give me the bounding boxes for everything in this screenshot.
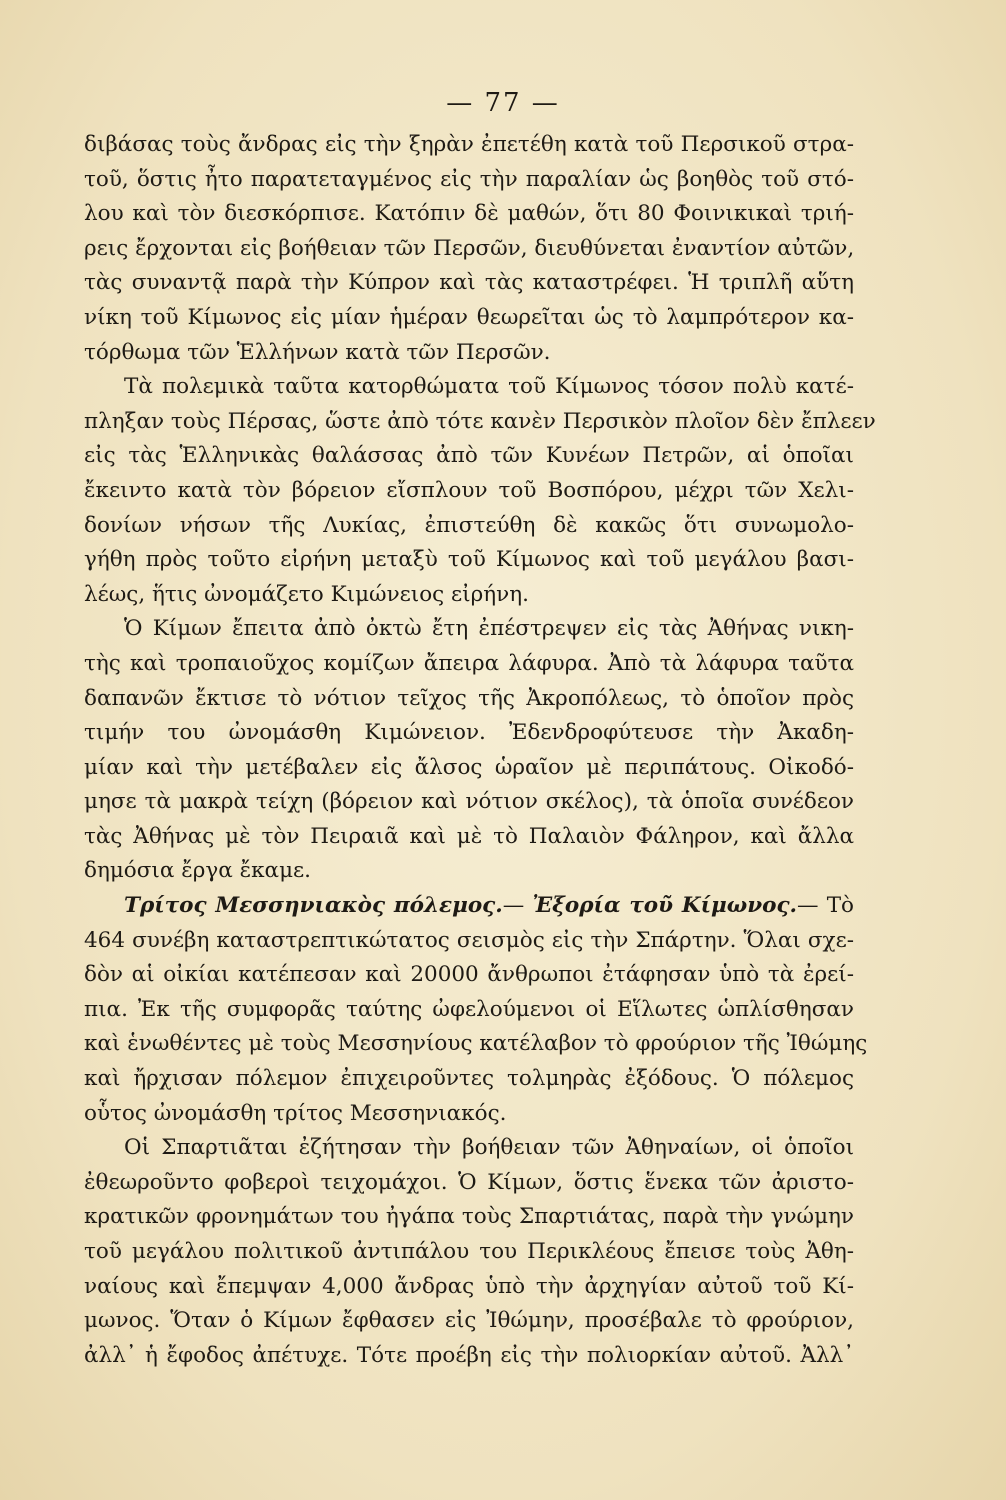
paragraph: [84, 1131, 854, 1373]
section-heading: Ἐξορία τοῦ Κίμωνος.: [532, 893, 798, 919]
text-line: ρεις ἔρχονται εἰς βοήθειαν τῶν Περσῶν, διευθύνεται ἐναντίον αὐτῶν,: [84, 235, 855, 261]
heading-continuation: — Τὸ: [797, 893, 854, 919]
text-line: γήθη πρὸς τοῦτο εἰρήνη μεταξὺ τοῦ Κίμωνος καὶ τοῦ μεγάλου βασι-: [84, 547, 854, 573]
text-line: κρατικῶν φρονημάτων του ἠγάπα τοὺς Σπαρτιάτας, παρὰ τὴν γνώμην: [84, 1204, 854, 1230]
text-line: ναίους καὶ ἔπεμψαν 4,000 ἄνδρας ὑπὸ τὴν ἀρχηγίαν αὐτοῦ τοῦ Κί-: [84, 1273, 854, 1299]
text-line: τοῦ μεγάλου πολιτικοῦ ἀντιπάλου του Περικλέους ἔπεισε τοὺς Ἀθη-: [84, 1239, 854, 1264]
text-line: τοῦ, ὅστις ἦτο παρατεταγμένος εἰς τὴν παραλίαν ὡς βοηθὸς τοῦ στό-: [84, 166, 854, 192]
text-line: ἐθεωροῦντο φοβεροὶ τειχομάχοι. Ὁ Κίμων, ὅστις ἕνεκα τῶν ἀριστο-: [84, 1169, 854, 1195]
text-line: Οἱ Σπαρτιᾶται ἐζήτησαν τὴν βοήθειαν τῶν Ἀθηναίων, οἱ ὁποῖοι: [124, 1135, 854, 1161]
paragraph: [84, 612, 854, 889]
section-heading-line: [84, 889, 854, 924]
text-line: διβάσας τοὺς ἄνδρας εἰς τὴν ξηρὰν ἐπετέθη κατὰ τοῦ Περσικοῦ στρα-: [84, 132, 854, 157]
text-line: τόρθωμα τῶν Ἑλλήνων κατὰ τῶν Περσῶν.: [84, 339, 551, 365]
text-line: μωνος. Ὅταν ὁ Κίμων ἔφθασεν εἰς Ἰθώμην, προσέβαλε τὸ φρούριον,: [84, 1308, 854, 1334]
text-line: λέως, ἥτις ὠνομάζετο Κιμώνειος εἰρήνη.: [84, 581, 529, 607]
text-line: τὰς συναντᾷ παρὰ τὴν Κύπρον καὶ τὰς καταστρέφει. Ἡ τριπλῆ αὕτη: [84, 270, 854, 296]
text-line: καὶ ἤρχισαν πόλεμον ἐπιχειροῦντες τολμηρὰς ἐξόδους. Ὁ πόλεμος: [84, 1066, 854, 1092]
text-line: Τὰ πολεμικὰ ταῦτα κατορθώματα τοῦ Κίμωνος τόσον πολὺ κατέ-: [124, 374, 854, 400]
text-line: οὗτος ὠνομάσθη τρίτος Μεσσηνιακός.: [84, 1100, 507, 1126]
text-line: 464 συνέβη καταστρεπτικώτατος σεισμὸς εἰς τὴν Σπάρτην. Ὅλαι σχε-: [84, 927, 854, 953]
text-line: δονίων νήσων τῆς Λυκίας, ἐπιστεύθη δὲ κακῶς ὅτι συνωμολο-: [84, 512, 854, 538]
text-line: δαπανῶν ἔκτισε τὸ νότιον τεῖχος τῆς Ἀκροπόλεως, τὸ ὁποῖον πρὸς: [84, 685, 854, 711]
text-line: Ὁ Κίμων ἔπειτα ἀπὸ ὀκτὼ ἔτη ἐπέστρεψεν εἰς τὰς Ἀθήνας νικη-: [124, 616, 854, 642]
text-line: δημόσια ἔργα ἔκαμε.: [84, 858, 312, 884]
text-line: δὸν αἱ οἰκίαι κατέπεσαν καὶ 20000 ἄνθρωποι ἐτάφησαν ὑπὸ τὰ ἐρεί-: [84, 962, 854, 988]
text-line: εἰς τὰς Ἑλληνικὰς θαλάσσας ἀπὸ τῶν Κυνέων Πετρῶν, αἱ ὁποῖαι: [84, 443, 854, 469]
page-text: [84, 128, 876, 1373]
text-line: τὰς Ἀθήνας μὲ τὸν Πειραιᾶ καὶ μὲ τὸ Παλαιὸν Φάληρον, καὶ ἄλλα: [84, 823, 854, 849]
text-line: μησε τὰ μακρὰ τείχη (βόρειον καὶ νότιον σκέλος), τὰ ὁποῖα συνέδεον: [84, 789, 854, 815]
text-line: μίαν καὶ τὴν μετέβαλεν εἰς ἄλσος ὡραῖον μὲ περιπάτους. Οἰκοδό-: [84, 754, 854, 780]
text-line: νίκη τοῦ Κίμωνος εἰς μίαν ἡμέραν θεωρεῖται ὡς τὸ λαμπρότερον κα-: [84, 304, 854, 330]
page-number: — 77 —: [446, 88, 560, 118]
text-line: τιμήν του ὠνομάσθη Κιμώνειον. Ἐδενδροφύτευσε τὴν Ἀκαδη-: [84, 720, 854, 746]
section-heading: Τρίτος Μεσσηνιακὸς πόλεμος.: [124, 893, 503, 919]
text-line: καὶ ἑνωθέντες μὲ τοὺς Μεσσηνίους κατέλαβον τὸ φρούριον τῆς Ἰθώμης: [84, 1031, 868, 1057]
text-line: τὴς καὶ τροπαιοῦχος κομίζων ἄπειρα λάφυρα. Ἀπὸ τὰ λάφυρα ταῦτα: [84, 650, 854, 676]
paragraph: [84, 889, 868, 1131]
text-line: λου καὶ τὸν διεσκόρπισε. Κατόπιν δὲ μαθών, ὅτι 80 Φοινικικαὶ τριή-: [84, 201, 854, 227]
text-line: ἔκειντο κατὰ τὸν βόρειον εἴσπλουν τοῦ Βοσπόρου, μέχρι τῶν Χελι-: [84, 477, 854, 503]
dash: —: [502, 893, 533, 919]
text-line: ἀλλ᾿ ἡ ἔφοδος ἀπέτυχε. Τότε προέβη εἰς τὴν πολιορκίαν αὐτοῦ. Ἀλλ᾿: [84, 1342, 854, 1368]
paragraph: [84, 128, 854, 370]
paragraph: [84, 370, 876, 612]
text-line: πληξαν τοὺς Πέρσας, ὥστε ἀπὸ τότε κανὲν Περσικὸν πλοῖον δὲν ἔπλεεν: [84, 408, 876, 434]
text-line: πια. Ἐκ τῆς συμφορᾶς ταύτης ὠφελούμενοι οἱ Εἵλωτες ὡπλίσθησαν: [84, 996, 854, 1022]
